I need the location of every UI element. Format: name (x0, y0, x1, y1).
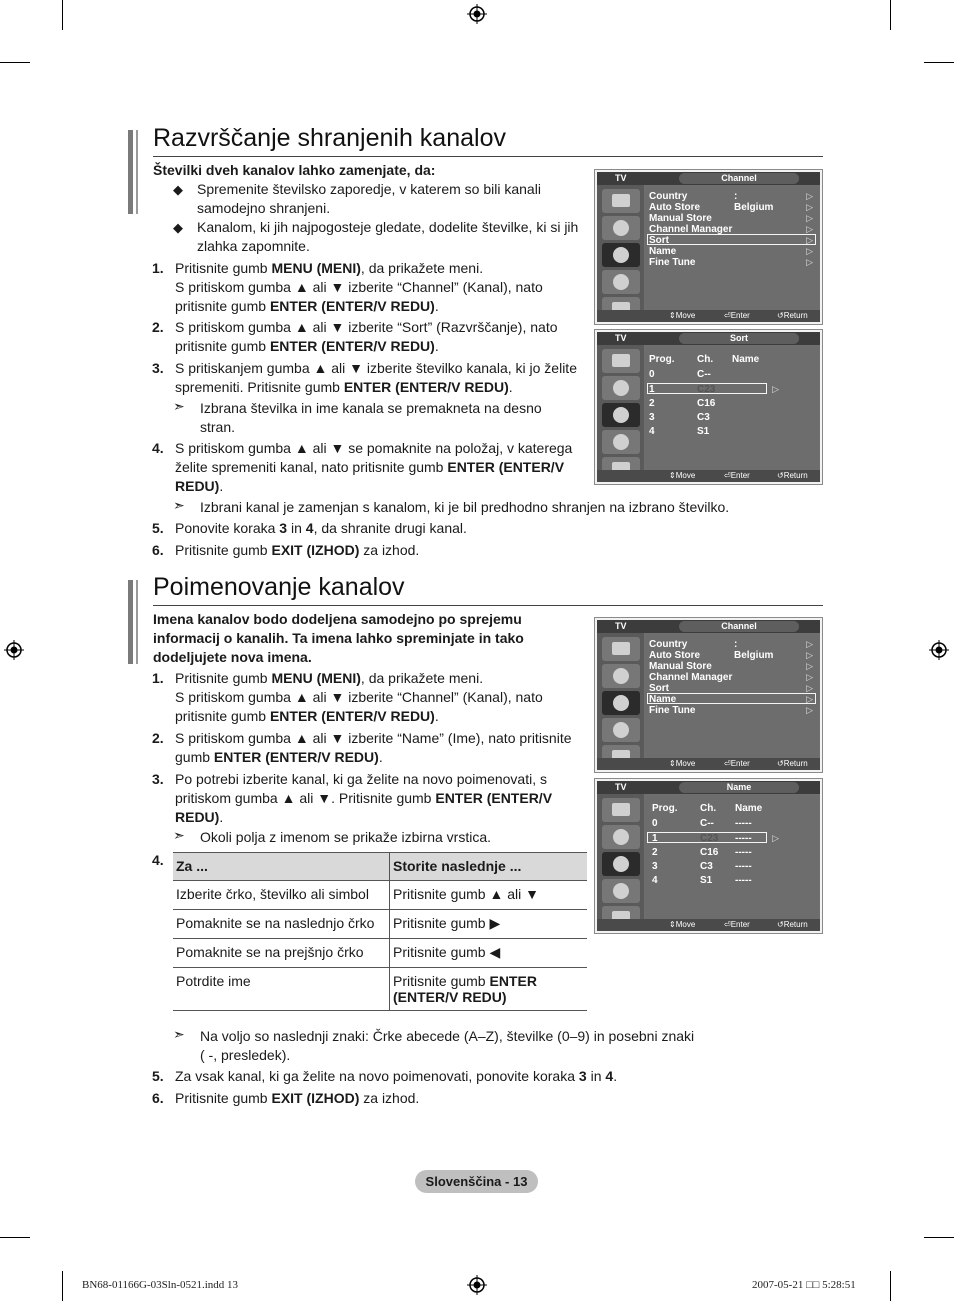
step-item: 2. S pritiskom gumba ▲ ali ▼ izberite “Sort” (Razvrščanje), nato pritisnite gumb ENTER (ENTER/V REDU). (152, 319, 558, 354)
osd-menu-list (645, 186, 819, 310)
menu-item-fine-tune: Fine Tune (649, 705, 696, 716)
submenu-arrow-icon: ▷ (806, 235, 813, 245)
osd-sidebar (597, 185, 644, 310)
registration-mark-icon (467, 1275, 487, 1295)
osd-menu-list (645, 634, 819, 758)
diamond-bullet-icon: ◆ (173, 220, 183, 235)
submenu-arrow-icon: ▷ (806, 202, 813, 212)
prog-cell: 4 (649, 426, 655, 437)
section-accent-bar (136, 130, 138, 214)
sound-icon (602, 825, 640, 849)
prog-cell: 3 (649, 412, 655, 423)
note-arrow-icon: ➣ (173, 497, 185, 513)
diamond-bullet-icon: ◆ (173, 182, 183, 197)
section-divider (153, 156, 823, 157)
osd-header: TV Sort (597, 332, 820, 345)
step-item: 3. S pritiskanjem gumba ▲ ali ▼ izberite številko kanala, ki jo želite spremeniti. Pritisnite gumb ENTER (ENTER/V REDU). (152, 360, 577, 395)
section-intro: Imena kanalov bodo dodeljena samodejno po sprejemu informacij o kanalih. Ta imena lahko spreminjate in tako dodeljujete nova imena. (153, 611, 524, 665)
step-item: 4. S pritiskom gumba ▲ ali ▼ se pomaknite na položaj, v katerega želite spremeniti kanal, nato pritisnite gumb ENTER (ENTER/V REDU). (152, 440, 573, 494)
osd-name-table (645, 795, 819, 919)
crop-mark (924, 1237, 954, 1238)
name-cell: ----- (735, 861, 752, 872)
tv-screen-channel-menu (594, 169, 823, 325)
setup-icon (602, 879, 640, 903)
step-item: 6. Pritisnite gumb EXIT (IZHOD) za izhod. (152, 1090, 420, 1106)
menu-item-auto-store: Auto Store (649, 650, 701, 661)
channel-cell: S1 (697, 426, 710, 437)
submenu-arrow-icon: ▷ (806, 672, 813, 682)
section-accent-bar (136, 580, 138, 664)
channel-cell: C16 (697, 398, 716, 409)
picture-icon (602, 189, 640, 213)
submenu-arrow-icon: ▷ (806, 650, 813, 660)
setup-icon (602, 430, 640, 454)
crop-mark (62, 1271, 63, 1301)
osd-footer: ⇕ Move ⏎ Enter ↺ Return (597, 470, 820, 482)
column-header: Ch. (700, 803, 717, 814)
step-item: 5. Ponovite koraka 3 in 4, da shranite drugi kanal. (152, 520, 467, 536)
menu-item-country: Country : Belgium (649, 639, 774, 661)
note-item: ➣ Izbrani kanal je zamenjan s kanalom, ki je bil predhodno shranjen na izbrano številko. (173, 497, 730, 515)
menu-item-name: Name (649, 694, 677, 705)
step-item: 6. Pritisnite gumb EXIT (IZHOD) za izhod. (152, 542, 420, 558)
step-item: 1. Pritisnite gumb MENU (MENI), da prikažete meni. S pritiskom gumba ▲ ali ▼ izberite “Channel” (Kanal), nato pritisnite gumb ENTER (ENTER/V REDU). (152, 260, 543, 314)
channel-cell: C-- (697, 369, 711, 380)
crop-mark (924, 62, 954, 63)
menu-item-channel-manager: Channel Manager (649, 224, 733, 235)
osd-header: TV Channel (597, 172, 820, 185)
name-cell: ----- (735, 847, 752, 858)
crop-mark (0, 62, 30, 63)
prog-cell: 0 (649, 369, 655, 380)
sound-icon (602, 216, 640, 240)
submenu-arrow-icon: ▷ (806, 639, 813, 649)
registration-mark-icon (4, 640, 24, 660)
prog-cell: 2 (652, 847, 658, 858)
page-number-badge: Slovenščina - 13 (415, 1170, 538, 1193)
crop-mark (890, 1271, 891, 1301)
channel-icon (602, 243, 640, 267)
bullet-item: ◆ Kanalom, ki jih najpogosteje gledate, dodelite številke, ki si jih zlahka zapomnite. (173, 219, 579, 254)
table-cell: Pritisnite gumb ◀ (390, 939, 588, 968)
column-header: Name (735, 803, 763, 814)
channel-cell: C23 (700, 833, 719, 844)
tv-screen-channel-menu (594, 617, 823, 773)
note-item: ➣ Okoli polja z imenom se prikaže izbirna vrstica. (173, 827, 491, 845)
note-arrow-icon: ➣ (173, 827, 185, 843)
column-header: Ch. (697, 354, 714, 365)
channel-cell: C16 (700, 847, 719, 858)
osd-footer: ⇕ Move ⏎ Enter ↺ Return (597, 758, 820, 770)
setup-icon (602, 718, 640, 742)
crop-mark (890, 0, 891, 30)
submenu-arrow-icon: ▷ (806, 661, 813, 671)
section-intro: Številki dveh kanalov lahko zamenjate, da: (153, 162, 436, 178)
table-cell: Pritisnite gumb ▶ (390, 910, 588, 939)
menu-item-name: Name (649, 246, 677, 257)
name-cell: ----- (735, 818, 752, 829)
column-header: Prog. (652, 803, 678, 814)
submenu-arrow-icon: ▷ (806, 705, 813, 715)
table-cell: Pritisnite gumb ▲ ali ▼ (390, 881, 588, 910)
menu-item-channel-manager: Channel Manager (649, 672, 733, 683)
section-title: Poimenovanje kanalov (153, 573, 405, 601)
menu-item-country: Country : Belgium (649, 191, 774, 213)
prog-cell: 0 (652, 818, 658, 829)
setup-icon (602, 270, 640, 294)
prog-cell: 1 (652, 833, 658, 844)
name-cell: ----- (735, 875, 752, 886)
step-item: 3. Po potrebi izberite kanal, ki ga želite na novo poimenovati, s pritiskom gumba ▲ ali ▼. Pritisnite gumb ENTER (ENTER/V REDU). (152, 771, 553, 825)
step-item: 2. S pritiskom gumba ▲ ali ▼ izberite “Name” (Ime), nato pritisnite gumb ENTER (ENTER/V REDU). (152, 730, 572, 765)
selection-highlight (647, 234, 816, 245)
tv-screen-name-menu (594, 778, 823, 934)
name-cell: ----- (735, 833, 752, 844)
table-cell: Izberite črko, številko ali simbol (173, 881, 390, 910)
sound-icon (602, 664, 640, 688)
section-accent-bar (128, 130, 133, 214)
picture-icon (602, 637, 640, 661)
note-item: ➣ Izbrana številka in ime kanala se premakneta na desno stran. (173, 398, 542, 435)
table-cell: Pritisnite gumb ENTER (ENTER/V REDU) (390, 968, 588, 1011)
table-row (173, 939, 587, 968)
osd-sidebar (597, 633, 644, 758)
prog-cell: 4 (652, 875, 658, 886)
step-item: 5. Za vsak kanal, ki ga želite na novo poimenovati, ponovite koraka 3 in 4. (152, 1068, 618, 1084)
prog-cell: 3 (652, 861, 658, 872)
picture-icon (602, 798, 640, 822)
menu-item-manual-store: Manual Store (649, 213, 712, 224)
submenu-arrow-icon: ▷ (806, 213, 813, 223)
osd-header: TV Name (597, 781, 820, 794)
osd-footer: ⇕ Move ⏎ Enter ↺ Return (597, 919, 820, 931)
submenu-arrow-icon: ▷ (806, 224, 813, 234)
table-row (173, 881, 587, 910)
submenu-arrow-icon: ▷ (806, 246, 813, 256)
menu-item-sort: Sort (649, 683, 669, 694)
osd-sidebar (597, 794, 644, 919)
channel-icon (602, 691, 640, 715)
table-cell: Pomaknite se na prejšnjo črko (173, 939, 390, 968)
submenu-arrow-icon: ▷ (806, 257, 813, 267)
osd-footer: ⇕ Move ⏎ Enter ↺ Return (597, 310, 820, 322)
picture-icon (602, 349, 640, 373)
osd-sidebar (597, 345, 644, 470)
menu-item-sort: Sort (649, 235, 669, 246)
registration-mark-icon (929, 640, 949, 660)
column-header: Prog. (649, 354, 675, 365)
channel-cell: C3 (697, 412, 710, 423)
move-arrow-icon: ▷ (772, 384, 779, 394)
print-slug-right: 2007-05-21 □□ 5:28:51 (752, 1279, 856, 1291)
section-title: Razvrščanje shranjenih kanalov (153, 124, 506, 152)
channel-cell: C3 (700, 861, 713, 872)
crop-mark (0, 1237, 30, 1238)
submenu-arrow-icon: ▷ (806, 694, 813, 704)
step-item: 1. Pritisnite gumb MENU (MENI), da prikažete meni. S pritiskom gumba ▲ ali ▼ izberite “Channel” (Kanal), nato pritisnite gumb ENTER (ENTER/V REDU). (152, 670, 543, 724)
submenu-arrow-icon: ▷ (806, 191, 813, 201)
bullet-item: ◆ Spremenite številsko zaporedje, v katerem so bili kanali samodejno shranjeni. (173, 181, 541, 216)
tv-screen-sort-menu (594, 329, 823, 485)
osd-header: TV Channel (597, 620, 820, 633)
name-editing-table (173, 852, 587, 1011)
prog-cell: 2 (649, 398, 655, 409)
note-arrow-icon: ➣ (173, 1026, 185, 1042)
menu-item-manual-store: Manual Store (649, 661, 712, 672)
registration-mark-icon (467, 4, 487, 24)
table-header-cell: Za ... (173, 853, 390, 881)
osd-sort-table (645, 346, 819, 470)
column-header: Name (732, 354, 760, 365)
table-cell: Potrdite ime (173, 968, 390, 1011)
table-row (173, 910, 587, 939)
table-cell: Pomaknite se na naslednjo črko (173, 910, 390, 939)
submenu-arrow-icon: ▷ (806, 683, 813, 693)
note-arrow-icon: ➣ (173, 398, 185, 414)
sound-icon (602, 376, 640, 400)
note-item: ➣ Na voljo so naslednji znaki: Črke abecede (A–Z), številke (0–9) in posebni znaki ( -, presledek). (173, 1026, 695, 1063)
move-arrow-icon: ▷ (772, 833, 779, 843)
section-divider (153, 605, 823, 606)
channel-icon (602, 403, 640, 427)
channel-cell: C-- (700, 818, 714, 829)
prog-cell: 1 (649, 384, 655, 395)
menu-item-auto-store: Auto Store (649, 202, 701, 213)
crop-mark (62, 0, 63, 30)
print-slug-left: BN68-01166G-03Sln-0521.indd 13 (82, 1279, 239, 1291)
table-header-cell: Storite naslednje ... (390, 853, 588, 881)
menu-item-fine-tune: Fine Tune (649, 257, 696, 268)
table-row (173, 968, 587, 1011)
channel-icon (602, 852, 640, 876)
section-accent-bar (128, 580, 133, 664)
table-header-row (173, 853, 587, 881)
channel-cell: S1 (700, 875, 713, 886)
channel-cell: C23 (697, 384, 716, 395)
